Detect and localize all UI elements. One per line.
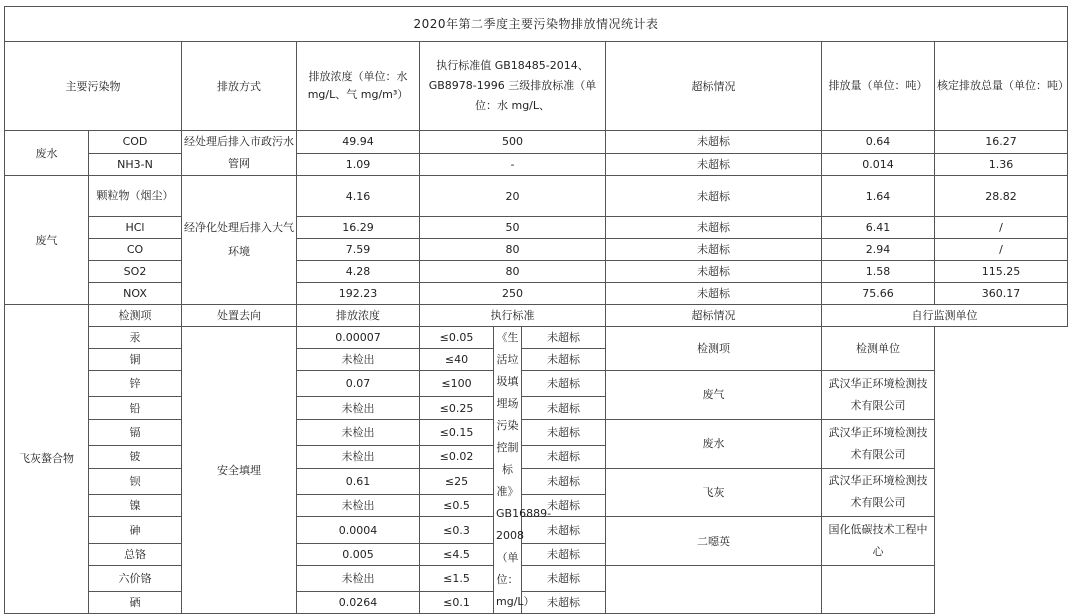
- table-row: [5, 153, 1068, 176]
- exceed-status: 未超标: [522, 446, 606, 469]
- standard-value: ≤100: [420, 371, 494, 397]
- header-amount: 排放量（单位：吨）: [822, 42, 935, 131]
- exceed-status: 未超标: [522, 566, 606, 592]
- pollutant-name: NH3-N: [89, 153, 182, 176]
- approved-value: 115.25: [935, 261, 1068, 283]
- standard-value: 50: [420, 217, 606, 239]
- monitor-unit-header: 检测单位: [822, 327, 935, 371]
- standard-value: -: [420, 153, 606, 176]
- item-name: 镉: [89, 419, 182, 445]
- item-name: 铍: [89, 446, 182, 469]
- concentration-value: 192.23: [297, 283, 420, 305]
- concentration-value: 4.28: [297, 261, 420, 283]
- amount-value: 1.58: [822, 261, 935, 283]
- standard-value: 20: [420, 176, 606, 217]
- standard-value: ≤25: [420, 468, 494, 494]
- concentration-value: 16.29: [297, 217, 420, 239]
- standard-value: ≤4.5: [420, 543, 494, 566]
- category-wastewater: 废水: [5, 131, 89, 176]
- exceed-status: 未超标: [522, 468, 606, 494]
- fly-ash-header-monitor-unit: 自行监测单位: [822, 305, 1068, 327]
- item-name: 镍: [89, 494, 182, 517]
- approved-value: 1.36: [935, 153, 1068, 176]
- item-name: 硒: [89, 592, 182, 614]
- table-title: 2020年第二季度主要污染物排放情况统计表: [5, 7, 1068, 42]
- standard-value: ≤0.3: [420, 517, 494, 543]
- exceed-status: 未超标: [606, 131, 822, 154]
- item-name: 锌: [89, 371, 182, 397]
- fly-ash-destination: 安全填埋: [182, 327, 297, 614]
- pollutant-name: HCl: [89, 217, 182, 239]
- exceed-status: 未超标: [522, 517, 606, 543]
- category-waste-gas: 废气: [5, 176, 89, 305]
- header-discharge-method: 排放方式: [182, 42, 297, 131]
- monitor-unit: 武汉华正环境检测技术有限公司: [822, 468, 935, 517]
- waste-gas-method: 经净化处理后排入大气环境: [182, 176, 297, 305]
- concentration-value: 7.59: [297, 239, 420, 261]
- amount-value: 0.64: [822, 131, 935, 154]
- table-row: [5, 517, 1068, 543]
- concentration-value: 未检出: [297, 494, 420, 517]
- concentration-value: 未检出: [297, 446, 420, 469]
- exceed-status: 未超标: [606, 261, 822, 283]
- exceed-status: 未超标: [522, 494, 606, 517]
- item-name: 六价铬: [89, 566, 182, 592]
- header-pollutant: 主要污染物: [5, 42, 182, 131]
- standard-value: ≤1.5: [420, 566, 494, 592]
- approved-value: 28.82: [935, 176, 1068, 217]
- table-row: [5, 566, 1068, 592]
- standard-value: 80: [420, 239, 606, 261]
- header-standard: 执行标准值 GB18485-2014、GB8978-1996 三级排放标准（单位：水 mg/L、: [420, 42, 606, 131]
- wastewater-method: 经处理后排入市政污水管网: [182, 131, 297, 176]
- table-row: [5, 468, 1068, 494]
- concentration-value: 0.61: [297, 468, 420, 494]
- concentration-value: 0.00007: [297, 327, 420, 349]
- table-row: [5, 239, 1068, 261]
- standard-value: ≤0.05: [420, 327, 494, 349]
- concentration-value: 1.09: [297, 153, 420, 176]
- item-name: 总铬: [89, 543, 182, 566]
- concentration-value: 4.16: [297, 176, 420, 217]
- item-name: 钡: [89, 468, 182, 494]
- standard-value: 80: [420, 261, 606, 283]
- monitor-item: 废气: [606, 371, 822, 420]
- fly-ash-header-item: 检测项: [89, 305, 182, 327]
- pollutant-name: CO: [89, 239, 182, 261]
- monitor-item: 二噁英: [606, 517, 822, 566]
- monitor-item: 飞灰: [606, 468, 822, 517]
- concentration-value: 未检出: [297, 397, 420, 420]
- fly-ash-header-destination: 处置去向: [182, 305, 297, 327]
- approved-value: /: [935, 217, 1068, 239]
- pollutant-statistics-table: [4, 6, 1068, 614]
- table-row: [5, 419, 1068, 445]
- table-row: [5, 261, 1068, 283]
- exceed-status: 未超标: [522, 592, 606, 614]
- amount-value: 1.64: [822, 176, 935, 217]
- monitor-empty-cell: [822, 566, 935, 614]
- pollutant-name: COD: [89, 131, 182, 154]
- monitor-item: 废水: [606, 419, 822, 468]
- exceed-status: 未超标: [522, 349, 606, 371]
- table-row: [5, 327, 1068, 349]
- monitor-unit: 国化低碳技术工程中心: [822, 517, 935, 566]
- item-name: 汞: [89, 327, 182, 349]
- fly-ash-header-conc: 排放浓度: [297, 305, 420, 327]
- fly-ash-header-row: [5, 305, 1068, 327]
- standard-value: 250: [420, 283, 606, 305]
- exceed-status: 未超标: [522, 419, 606, 445]
- item-name: 铜: [89, 349, 182, 371]
- exceed-status: 未超标: [522, 543, 606, 566]
- standard-value: ≤0.5: [420, 494, 494, 517]
- amount-value: 0.014: [822, 153, 935, 176]
- concentration-value: 0.005: [297, 543, 420, 566]
- exceed-status: 未超标: [606, 217, 822, 239]
- concentration-value: 0.07: [297, 371, 420, 397]
- item-name: 铅: [89, 397, 182, 420]
- fly-ash-standard-name: 《生活垃圾填埋场污染控制标准》GB16889-2008（单位：mg/L）: [494, 327, 522, 614]
- concentration-value: 未检出: [297, 349, 420, 371]
- monitor-item-header: 检测项: [606, 327, 822, 371]
- fly-ash-header-std: 执行标准: [420, 305, 606, 327]
- amount-value: 75.66: [822, 283, 935, 305]
- pollutant-name: 颗粒物（烟尘）: [89, 176, 182, 217]
- exceed-status: 未超标: [522, 397, 606, 420]
- concentration-value: 未检出: [297, 419, 420, 445]
- exceed-status: 未超标: [606, 283, 822, 305]
- table-row: [5, 131, 1068, 154]
- pollutant-name: NOX: [89, 283, 182, 305]
- monitor-empty-cell: [606, 566, 822, 614]
- exceed-status: 未超标: [606, 176, 822, 217]
- amount-value: 2.94: [822, 239, 935, 261]
- concentration-value: 49.94: [297, 131, 420, 154]
- approved-value: 360.17: [935, 283, 1068, 305]
- approved-value: /: [935, 239, 1068, 261]
- concentration-value: 未检出: [297, 566, 420, 592]
- concentration-value: 0.0004: [297, 517, 420, 543]
- table-row: [5, 176, 1068, 217]
- table-row: [5, 217, 1068, 239]
- fly-ash-header-exceed: 超标情况: [606, 305, 822, 327]
- standard-value: ≤0.15: [420, 419, 494, 445]
- item-name: 砷: [89, 517, 182, 543]
- standard-value: ≤0.02: [420, 446, 494, 469]
- exceed-status: 未超标: [606, 239, 822, 261]
- header-approved: 核定排放总量（单位：吨）: [935, 42, 1068, 131]
- monitor-unit: 武汉华正环境检测技术有限公司: [822, 419, 935, 468]
- standard-value: ≤0.25: [420, 397, 494, 420]
- standard-value: 500: [420, 131, 606, 154]
- amount-value: 6.41: [822, 217, 935, 239]
- pollutant-name: SO2: [89, 261, 182, 283]
- header-exceed: 超标情况: [606, 42, 822, 131]
- category-fly-ash: 飞灰螯合物: [5, 305, 89, 614]
- header-concentration: 排放浓度（单位：水 mg/L、气 mg/m³）: [297, 42, 420, 131]
- table-row: [5, 283, 1068, 305]
- standard-value: ≤0.1: [420, 592, 494, 614]
- exceed-status: 未超标: [522, 327, 606, 349]
- standard-value: ≤40: [420, 349, 494, 371]
- approved-value: 16.27: [935, 131, 1068, 154]
- concentration-value: 0.0264: [297, 592, 420, 614]
- table-row: [5, 371, 1068, 397]
- exceed-status: 未超标: [606, 153, 822, 176]
- exceed-status: 未超标: [522, 371, 606, 397]
- monitor-unit: 武汉华正环境检测技术有限公司: [822, 371, 935, 420]
